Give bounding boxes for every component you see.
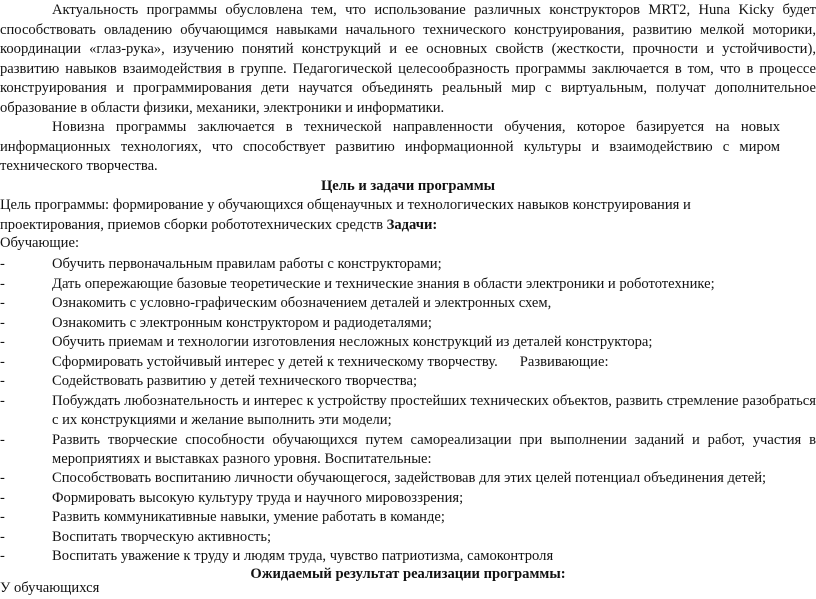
list-item [0,431,816,470]
developing-item-text: Побуждать любознательность и интерес к устройству простейших технических объектов, развить стремление разобраться с их конструкциями и желание выполнить эти модели; [52,392,816,428]
list-dash: - [0,334,5,350]
list-dash: - [0,509,5,525]
list-item [0,294,816,314]
goal-text: Цель программы: формирование у обучающихся общенаучных и технологических навыков конструирования и проектирования, приемов сборки робототехнических средств [0,197,691,233]
educational-tasks-list [0,255,816,372]
list-dash: - [0,548,5,564]
upbringing-item-text: Формировать высокую культуру труда и научного мировоззрения; [52,489,464,506]
educational-item-text: Обучить приемам и технологии изготовления несложных конструкций из деталей конструктора; [52,334,653,350]
list-item [0,392,816,431]
upbringing-tasks-list [0,469,816,567]
upbringing-item-text: Воспитать уважение к труду и людям труда, чувство патриотизма, самоконтроля [52,548,554,564]
educational-item-text: Дать опережающие базовые теоретические и технические знания в области электроники и робототехнике; [52,275,715,292]
goal-statement [0,196,795,235]
educational-item-text: Ознакомить с условно-графическим обозначением деталей и электронных схем, [52,295,552,311]
list-item [0,489,816,509]
intro-paragraph-novelty-text: Новизна программы заключается в технической направленности обучения, которое базируется на новых информационных технологиях, что способствует развитию информационной культуры и взаимодействию с миром технического творчества. [0,119,780,174]
upbringing-item-text: Развить коммуникативные навыки, умение работать в команде; [52,509,445,525]
list-dash: - [0,314,5,331]
list-dash: - [0,353,5,370]
list-dash: - [0,489,5,506]
developing-tasks-list [0,372,816,470]
upbringing-label: Воспитательные: [324,451,432,467]
developing-label: Развивающие: [519,353,609,370]
list-item [0,469,816,489]
result-heading: Ожидаемый результат реализации программы: [250,566,566,582]
list-item [0,333,816,353]
list-dash: - [0,295,5,311]
list-item [0,528,816,548]
intro-paragraph-relevance [0,1,816,118]
list-item [0,255,816,275]
intro-paragraph-relevance-text: Актуальность программы обусловлена тем, что использование различных конструкторов MRT2, Huna Kicky будет способствовать овладению обучающимся навыками начального технического конструирования, развитию мелкой моторики, координации «глаз-рука», изучению понятий конструкций и ее основных свойств (жесткости, прочности и устойчивости), развитию навыков взаимодействия в группе. Педагогической целесообразность программы заключается в том, что в процессе конструирования и программирования дети научатся объединять реальный мир с виртуальным, получат дополнительное образование в области физики, механики, электроники и информатики. [0,2,816,116]
educational-item-text: Обучить первоначальным правилам работы с конструкторами; [52,256,442,272]
list-item [0,372,816,392]
upbringing-item-text: Способствовать воспитанию личности обучающегося, задействовав для этих целей потенциал объединения детей; [52,470,767,486]
educational-label: Обучающие: [0,235,80,251]
list-item [0,547,816,567]
educational-item-text: Сформировать устойчивый интерес у детей к техническому творчеству. [52,353,498,370]
list-dash: - [0,275,5,292]
upbringing-item-text: Воспитать творческую активность; [52,528,272,545]
educational-item-text: Ознакомить с электронным конструктором и радиодеталями; [52,314,432,331]
list-dash: - [0,470,5,486]
list-item [0,353,816,373]
tasks-label: Задачи: [386,216,438,233]
developing-item-text: Развить творческие способности обучающихся путем самореализации при выполнении заданий и работ, участия в мероприятиях и выставках разного уровня. [52,431,816,467]
list-dash: - [0,373,5,389]
result-first-line: У обучающихся [0,580,100,596]
goals-heading: Цель и задачи программы [320,178,496,194]
list-dash: - [0,528,5,545]
list-item [0,508,816,528]
list-item [0,275,816,295]
list-dash: - [0,392,5,409]
list-dash: - [0,431,5,448]
developing-item-text: Содействовать развитию у детей технического творчества; [52,373,417,389]
list-dash: - [0,256,5,272]
list-item [0,314,816,334]
intro-paragraph-novelty [0,118,780,177]
